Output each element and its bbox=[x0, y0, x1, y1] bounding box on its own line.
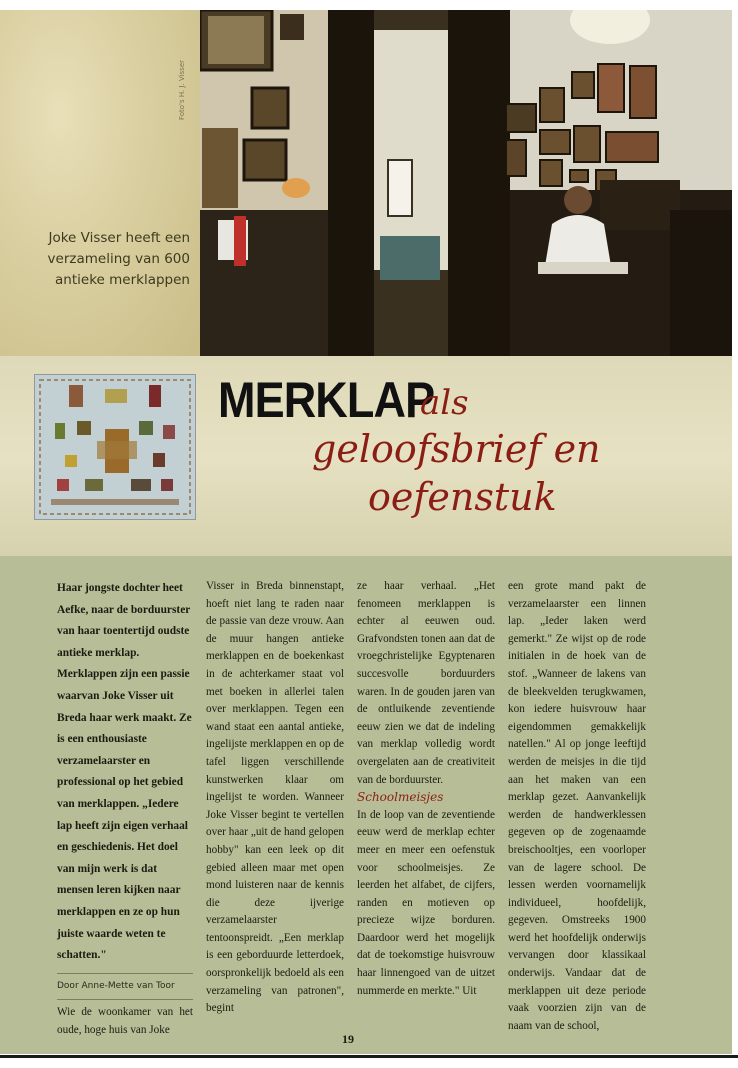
magazine-page bbox=[0, 10, 732, 1054]
column-2 bbox=[206, 578, 344, 1018]
column-3-text-b: In de loop van de zeventiende eeuw werd de merklap echter meer en meer een oefenstuk voor schoolmeisjes. Ze leerden het alfabet, de cijfers, randen en motieven op precieze wijze borduren. Daardoor werd het mogelijk dat de toekomstige huisvrouw haar linnengoed van de uitzet nummerde en merkte." Uit bbox=[357, 808, 495, 997]
living-room-photo bbox=[200, 10, 732, 356]
column-2-text: Visser in Breda binnenstapt, hoeft niet lang te raden naar de passie van deze vrouw. Aan de muur hangen antieke merklappen en de boekenkast in de achterkamer staat vol met boeken in allerlei talen over merklappen. Tegen een wand staat een aantal antieke, ingelijste merklappen en op de tafel liggen verschillende kunstwerken klaar om ingelijst te worden. Wanneer Joke Visser begint te vertellen over haar „uit de hand gelopen hobby" kan een leek op dit gebied alleen maar met open mond luisteren naar de kennis die deze ijverige verzamelaarster tentoonspreidt. „Een merklap is een geborduurde letterdoek, oorspronkelijk bedoeld als een verzameling van patronen", begint bbox=[206, 580, 344, 1015]
intro-text: Haar jongste dochter heet Aefke, naar de borduurster van haar toentertijd oudste antieke merklap. Merklappen zijn een passie waarvan Joke Visser uit Breda haar werk maakt. Ze is een enthousiaste verzamelaarster en professional op het gebied van merklappen. „Iedere lap heeft zijn eigen verhaal en geschiedenis. Het doel van mijn werk is dat mensen leren kijken naar merklappen en ze op hun juiste waarde weten te schatten." bbox=[57, 582, 192, 962]
photo-credit: Foto's H. J. Visser bbox=[178, 60, 186, 121]
sampler-illustration bbox=[35, 375, 195, 519]
column-3-text-a: ze haar verhaal. „Het fenomeen merklappen is echter al eeuwen oud. Grafvondsten tonen aan dat de vroegchristelijke Egyptenaren succesvolle borduurders waren. In de gouden jaren van de ontluikende zeventiende eeuw zien we dat de indeling van merklap volledig wordt overgelaten aan de creativiteit van de borduurster. bbox=[357, 580, 495, 786]
scan-edge bbox=[0, 1055, 738, 1058]
section-subheading: Schoolmeisjes bbox=[357, 790, 444, 805]
caption-panel bbox=[0, 10, 200, 356]
living-room-photo-illustration bbox=[200, 10, 732, 356]
author-byline: Door Anne-Mette van Toor bbox=[57, 973, 193, 1001]
title-band bbox=[0, 356, 732, 556]
photo-caption: Joke Visser heeft een verzameling van 600 antieke merklappen bbox=[47, 230, 190, 288]
column-1 bbox=[57, 578, 193, 1051]
title-script-line-2: geloofsbrief en bbox=[312, 427, 601, 471]
antique-sampler-photo bbox=[34, 374, 196, 520]
column-3 bbox=[357, 578, 495, 1000]
intro-paragraph bbox=[57, 578, 193, 967]
article-title: MERKLAP bbox=[218, 372, 435, 428]
column-4 bbox=[508, 578, 646, 1035]
title-script-line-3: oefenstuk bbox=[368, 475, 557, 519]
page-number: 19 bbox=[342, 1032, 354, 1046]
column-4-text: een grote mand pakt de verzamelaarster een linnen lap. „Ieder laken werd gemerkt." Ze wijst op de rode initialen in de hoek van de stof. „Wanneer de lakens van de bleekvelden terugkwamen, kon iedere huisvrouw haar eigendommen gemakkelijk natellen." Al op jonge leeftijd werden de meisjes in die tijd aan het maken van een merklap gezet. Aanvankelijk werden de handwerklessen gegeven op de zogenaamde breischooltjes, een voorloper van de lagere school. De lessen werden voornamelijk individueel, hoofdelijk, gegeven. Omstreeks 1900 werd het hoofdelijk onderwijs vervangen door klassikaal onderwijs. Vandaar dat de merklappen uit deze periode vaak voorzien zijn van de naam van de school, bbox=[508, 580, 646, 1032]
lead-paragraph: Wie de woonkamer van het oude, hoge huis van Joke bbox=[57, 1006, 193, 1036]
title-script-line-1: als bbox=[420, 383, 469, 423]
